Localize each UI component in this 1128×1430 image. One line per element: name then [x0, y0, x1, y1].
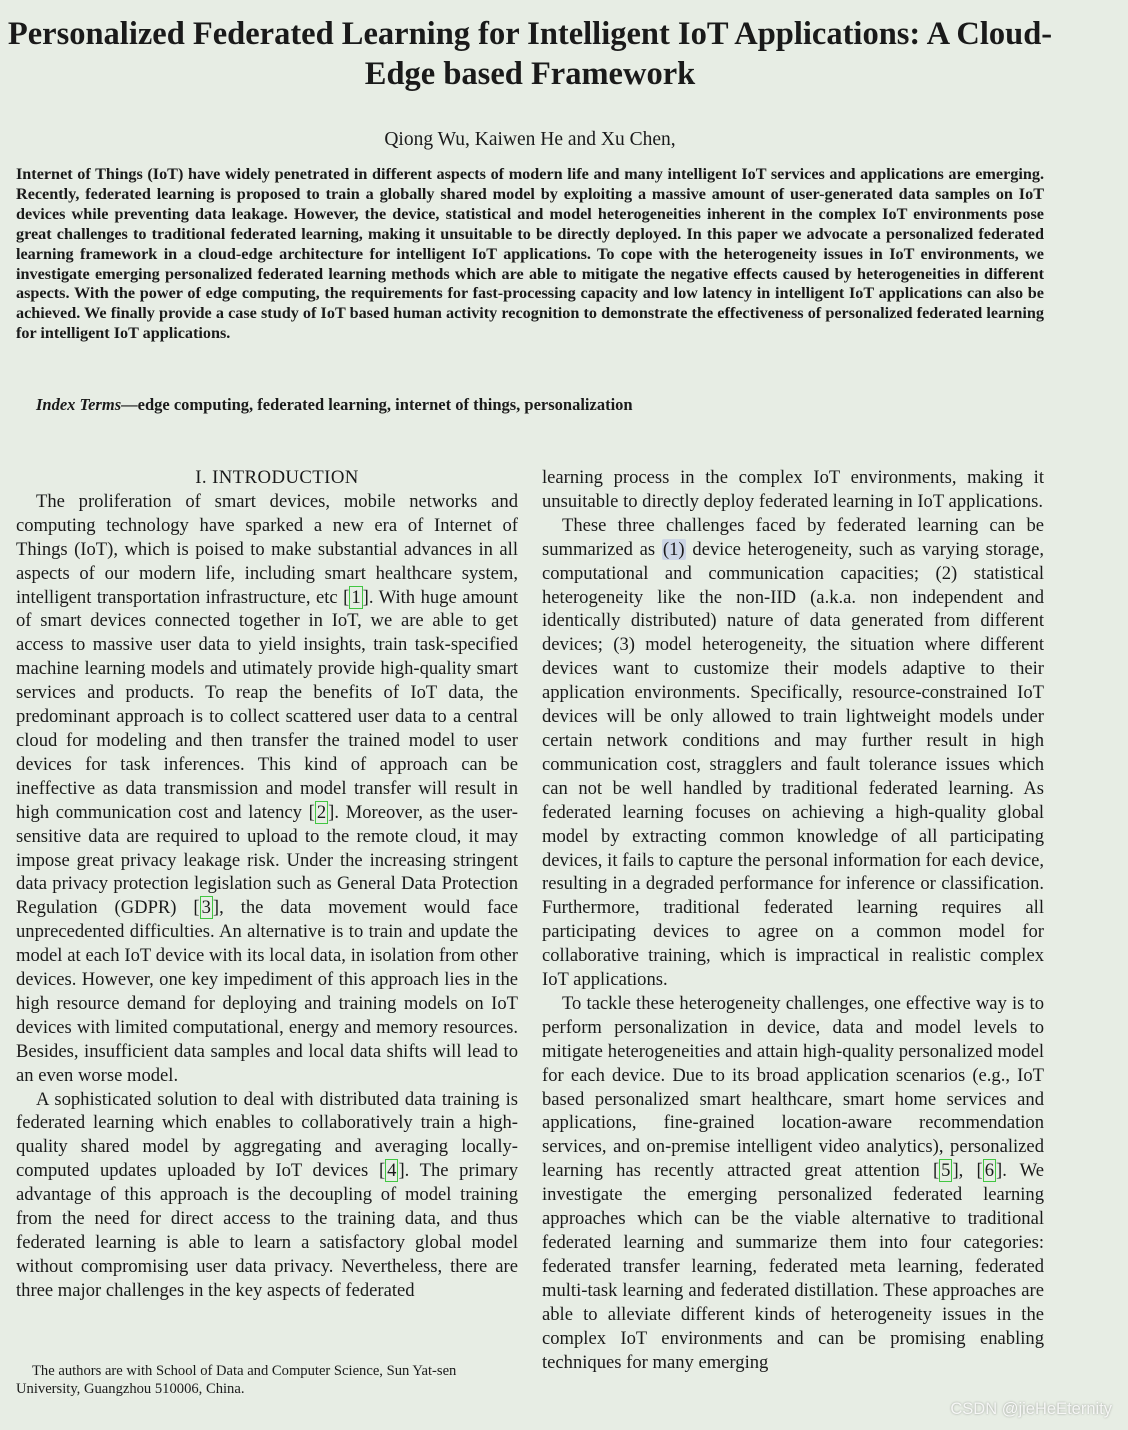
intro-paragraph-3: These three challenges faced by federated learning can be summarized as (1) device heterogeneity, such as varying storage, computational and communication capacities; (2) statistical heterogeneity like the non-IID (a.k.a. non independent and identically distributed) nature of data generated from different devices; (3) model heterogeneity, the situation where different devices want to customize their models adaptive to their application environments. Specifically, resource-constrained IoT devices will be only allowed to train lightweight models under certain network conditions and may further result in high communication cost, stragglers and fault tolerance issues which can not be well handled by traditional federated learning. As federated learning focuses on achieving a high-quality global model by extracting common knowledge of all participating devices, it fails to capture the personal information for each device, resulting in a degraded performance for inference or classification. Furthermore, traditional federated learning requires all participating devices to agree on a common model for collaborative training, which is impractical in realistic complex IoT applications. [542, 514, 1044, 991]
index-terms-label: Index Terms [36, 395, 122, 414]
index-terms [36, 395, 1036, 415]
enumeration-link[interactable]: (1) [662, 538, 685, 560]
citation-link[interactable]: 6 [984, 1160, 994, 1182]
intro-paragraph-4: To tackle these heterogeneity challenges, one effective way is to perform personalization in device, data and model levels to mitigate heterogeneities and attain high-quality personalized model for each device. Due to its broad application scenarios (e.g., IoT based personalized smart healthcare, smart home services and applications, fine-grained location-aware recommendation services, and on-premise intelligent video analytics), personalized learning has recently attracted great attention [ 5 ], [ 6 ]. We investigate the emerging personalized federated learning approaches which can be the viable alternative to traditional federated learning and summarize them into four categories: federated transfer learning, federated meta learning, federated multi-task learning and federated distillation. These approaches are able to alleviate different kinds of heterogeneity issues in the complex IoT environments and can be promising enabling techniques for many emerging [542, 992, 1045, 1373]
index-terms-text: —edge computing, federated learning, internet of things, personalization [121, 395, 633, 414]
section-heading: I. INTRODUCTION [195, 467, 359, 488]
citation-link[interactable]: 2 [316, 801, 327, 823]
citation-link[interactable]: 5 [941, 1160, 951, 1182]
intro-paragraph-1: The proliferation of smart devices, mobile networks and computing technology have sparked a new era of Internet of Things (IoT), which is poised to make substantial advances in all aspects of our modern life, including smart healthcare system, intelligent transportation infrastructure, etc [ 1 ]. With huge amount of smart devices connected together in IoT, we are able to get access to massive user data to yield insights, train task-specified machine learning models and utimately provide high-quality smart services and products. To reap the benefits of IoT data, the predominant approach is to collect scattered user data to a central cloud for modeling and then transfer the trained model to user devices for task inferences. This kind of approach can be ineffective as data transmission and model transfer will result in high communication cost and latency [ 2 ]. Moreover, as the user-sensitive data are required to upload to the remote cloud, it may impose great privacy leakage risk. Under the increasing stringent data privacy protection legislation such as General Data Protection Regulation (GDPR) [ 3 ], the data movement would face unprecedented difficulties. An alternative is to train and update the model at each IoT device with its local data, in isolation from other devices. However, one key impediment of this approach lies in the high resource demand for deploying and training models on IoT devices with limited computational, energy and memory resources. Besides, insufficient data samples and local data shifts will lead to an even worse model. [16, 490, 519, 1086]
author-footnote: The authors are with School of Data and Computer Science, Sun Yat-sen University, Guangzhou 510006, China. [16, 1363, 457, 1397]
author-list: Qiong Wu, Kaiwen He and Xu Chen, [384, 129, 676, 150]
citation-link[interactable]: 4 [387, 1160, 397, 1182]
citation-link[interactable]: 1 [351, 586, 361, 608]
left-column [16, 466, 518, 1303]
citation-link[interactable]: 3 [201, 897, 211, 919]
intro-paragraph-continued: learning process in the complex IoT environments, making it unsuitable to directly deploy federated learning in IoT applications. [542, 467, 1044, 512]
intro-paragraph-2: A sophisticated solution to deal with distributed data training is federated learning which enables to collaboratively train a high-quality shared model by aggregating and averaging locally-computed updates uploaded by IoT devices [ 4 ]. The primary advantage of this approach is the decoupling of model training from the need for direct access to the training data, and thus federated learning is able to learn a satisfactory global model without compromising user data privacy. Nevertheless, there are three major challenges in the key aspects of federated [16, 1088, 518, 1301]
watermark: CSDN @jieHeEternity [950, 1400, 1112, 1418]
right-column [542, 466, 1044, 1374]
paper-title: Personalized Federated Learning for Intelligent IoT Applications: A Cloud-Edge based Framework [7, 16, 1053, 92]
abstract: Internet of Things (IoT) have widely penetrated in different aspects of modern life and many intelligent IoT services and applications are emerging. Recently, federated learning is proposed to train a globally shared model by exploiting a massive amount of user-generated data samples on IoT devices while preventing data leakage. However, the device, statistical and model heterogeneities inherent in the complex IoT environments pose great challenges to traditional federated learning, making it unsuitable to be directly deployed. In this paper we advocate a personalized federated learning framework in a cloud-edge architecture for intelligent IoT applications. To cope with the heterogeneity issues in IoT environments, we investigate emerging personalized federated learning methods which are able to mitigate the negative effects caused by heterogeneities in different aspects. With the power of edge computing, the requirements for fast-processing capacity and low latency in intelligent IoT applications can also be achieved. We finally provide a case study of IoT based human activity recognition to demonstrate the effectiveness of personalized federated learning for intelligent IoT applications. [16, 165, 1044, 343]
